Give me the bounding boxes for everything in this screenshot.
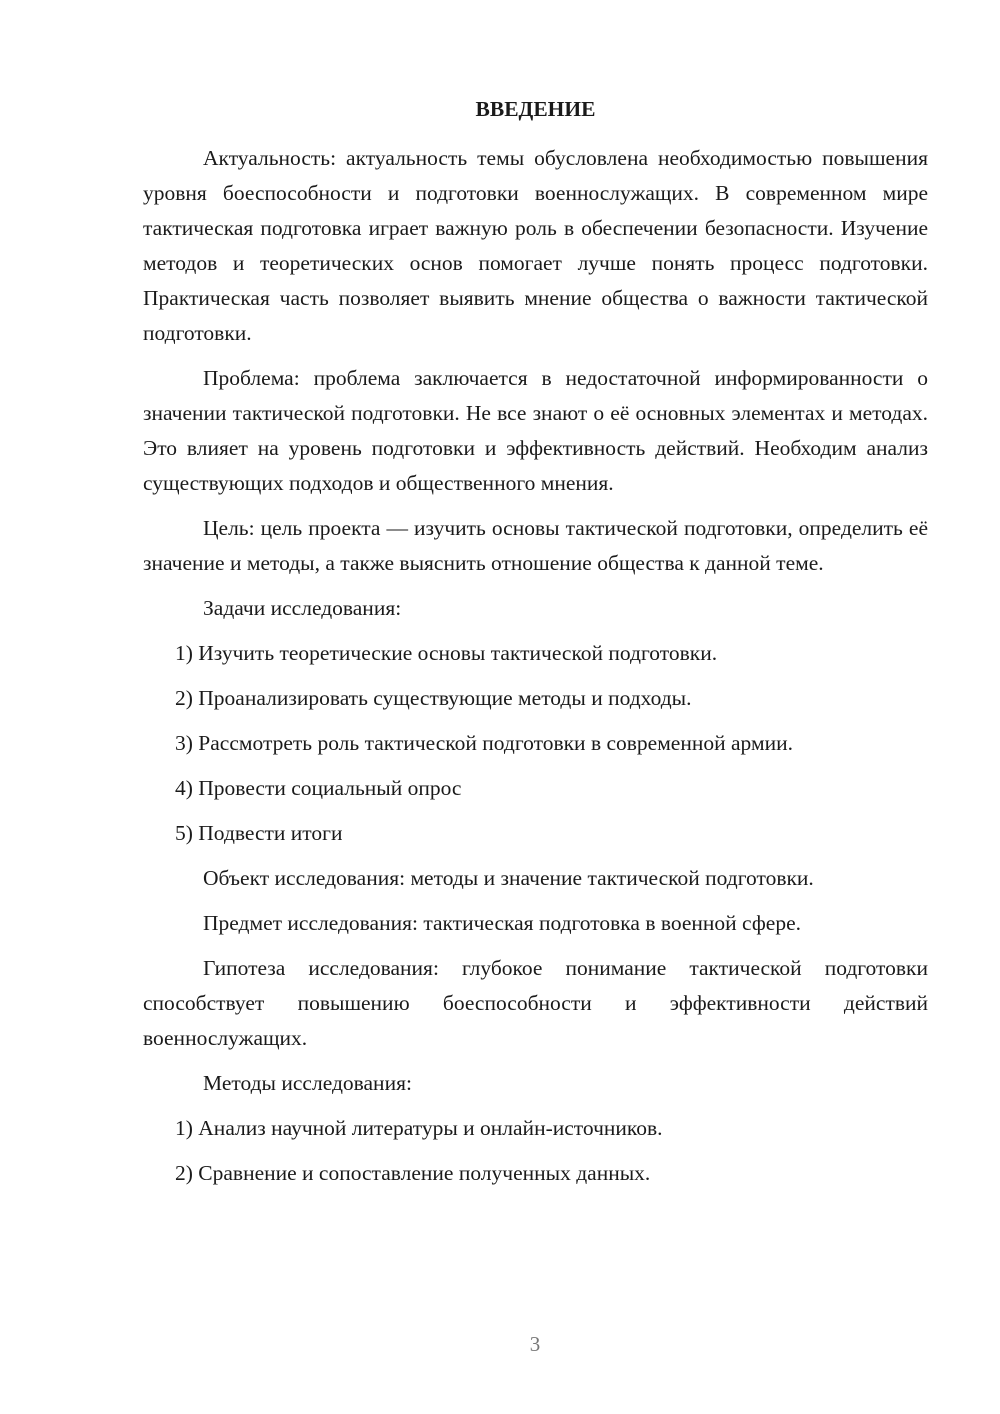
object-paragraph: Объект исследования: методы и значение тактической подготовки. <box>203 866 814 890</box>
list-item: 3) Рассмотреть роль тактической подготовки в современной армии. <box>175 731 793 755</box>
relevance-paragraph: Актуальность: актуальность темы обусловлена необходимостью повышения уровня боеспособности и подготовки военнослужащих. В современном мире тактическая подготовка играет важную роль в обеспечении безопасности. Изучение методов и теоретических основ помогает лучше понять процесс подготовки. Практическая часть позволяет выявить мнение общества о важности тактической подготовки. <box>143 146 928 345</box>
hypothesis-paragraph: Гипотеза исследования: глубокое понимание тактической подготовки способствует повышению боеспособности и эффективности действий военнослужащих. <box>143 956 928 1050</box>
document-page <box>143 92 928 1201</box>
list-item: 1) Изучить теоретические основы тактической подготовки. <box>175 641 718 665</box>
methods-heading: Методы исследования: <box>203 1071 412 1095</box>
list-item: 2) Сравнение и сопоставление полученных данных. <box>175 1161 651 1185</box>
section-title: ВВЕДЕНИЕ <box>475 97 596 121</box>
tasks-list <box>143 636 928 851</box>
list-item: 4) Провести социальный опрос <box>175 776 462 800</box>
tasks-heading: Задачи исследования: <box>203 596 402 620</box>
list-item: 1) Анализ научной литературы и онлайн-источников. <box>175 1116 663 1140</box>
list-item: 5) Подвести итоги <box>175 821 343 845</box>
list-item: 2) Проанализировать существующие методы и подходы. <box>175 686 692 710</box>
goal-paragraph: Цель: цель проекта — изучить основы тактической подготовки, определить её значение и методы, а также выяснить отношение общества к данной теме. <box>143 516 928 575</box>
subject-paragraph: Предмет исследования: тактическая подготовка в военной сфере. <box>203 911 802 935</box>
problem-paragraph: Проблема: проблема заключается в недостаточной информированности о значении тактической подготовки. Не все знают о её основных элементах и методах. Это влияет на уровень подготовки и эффективность действий. Необходим анализ существующих подходов и общественного мнения. <box>143 366 928 495</box>
methods-list <box>143 1111 928 1191</box>
page-number: 3 <box>529 1332 541 1356</box>
